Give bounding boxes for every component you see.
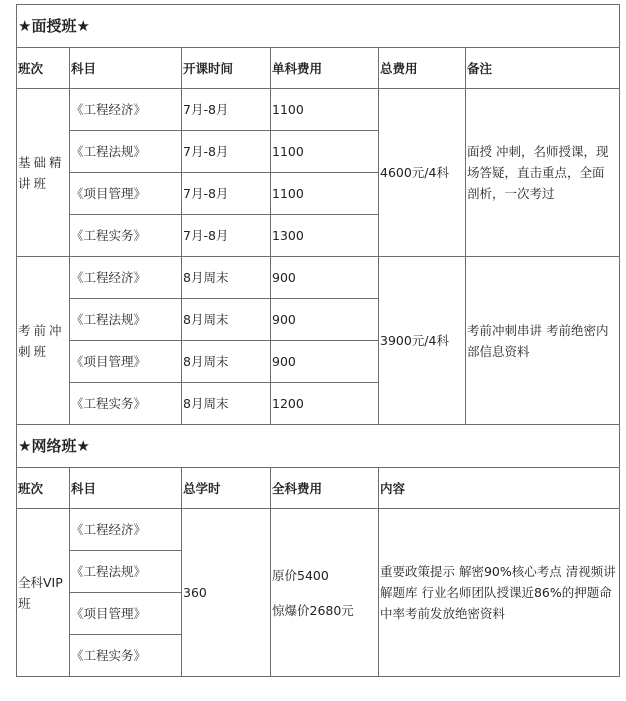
subject-cell: 《项目管理》 (70, 593, 182, 635)
subject-cell: 《工程经济》 (70, 89, 182, 131)
header-subject: 科目 (70, 468, 182, 509)
promo-price: 惊爆价2680元 (272, 602, 354, 618)
note-cell: 面授 冲刺，名师授课，现场答疑，直击重点，全面剖析，一次考过 (466, 89, 620, 257)
header-total-fee: 总费用 (379, 48, 466, 89)
fee-cell: 900 (271, 341, 379, 383)
subject-cell: 《工程经济》 (70, 509, 182, 551)
subject-cell: 《工程法规》 (70, 131, 182, 173)
time-cell: 7月-8月 (182, 89, 271, 131)
total-fee-cell: 3900元/4科 (379, 257, 466, 425)
header-start-time: 开课时间 (182, 48, 271, 89)
time-cell: 7月-8月 (182, 215, 271, 257)
subject-cell: 《项目管理》 (70, 341, 182, 383)
header-full-fee: 全科费用 (271, 468, 379, 509)
time-cell: 8月周末 (182, 299, 271, 341)
time-cell: 8月周末 (182, 257, 271, 299)
section-title-online: ★网络班★ (17, 425, 620, 468)
note-cell: 考前冲刺串讲 考前绝密内部信息资料 (466, 257, 620, 425)
fee-cell: 1100 (271, 89, 379, 131)
header-subject: 科目 (70, 48, 182, 89)
fee-cell: 1100 (271, 131, 379, 173)
header-total-hours: 总学时 (182, 468, 271, 509)
subject-cell: 《工程实务》 (70, 635, 182, 677)
subject-cell: 《工程经济》 (70, 257, 182, 299)
time-cell: 8月周末 (182, 383, 271, 425)
subject-cell: 《工程法规》 (70, 299, 182, 341)
time-cell: 7月-8月 (182, 131, 271, 173)
fee-cell: 1100 (271, 173, 379, 215)
content-cell: 重要政策提示 解密90%核心考点 清视频讲解题库 行业名师团队授课近86%的押题命中率考前发放绝密资料 (379, 509, 620, 677)
total-fee-cell: 4600元/4科 (379, 89, 466, 257)
header-class: 班次 (17, 48, 70, 89)
fee-cell: 900 (271, 299, 379, 341)
section-title-face-to-face: ★面授班★ (17, 5, 620, 48)
fee-cell: 1300 (271, 215, 379, 257)
fee-cell: 1200 (271, 383, 379, 425)
header-single-fee: 单科费用 (271, 48, 379, 89)
subject-cell: 《工程法规》 (70, 551, 182, 593)
original-price: 原价5400 (272, 567, 329, 583)
course-table (16, 4, 620, 677)
subject-cell: 《项目管理》 (70, 173, 182, 215)
vip-fee-cell (271, 509, 379, 677)
header-content: 内容 (379, 468, 620, 509)
time-cell: 7月-8月 (182, 173, 271, 215)
time-cell: 8月周末 (182, 341, 271, 383)
subject-cell: 《工程实务》 (70, 383, 182, 425)
header-class: 班次 (17, 468, 70, 509)
subject-cell: 《工程实务》 (70, 215, 182, 257)
class-name-cell: 考前冲刺班 (17, 257, 70, 425)
class-name-cell: 基础精讲班 (17, 89, 70, 257)
fee-cell: 900 (271, 257, 379, 299)
header-note: 备注 (466, 48, 620, 89)
vip-class-name-cell: 全科VIP班 (17, 509, 70, 677)
total-hours-cell: 360 (182, 509, 271, 677)
